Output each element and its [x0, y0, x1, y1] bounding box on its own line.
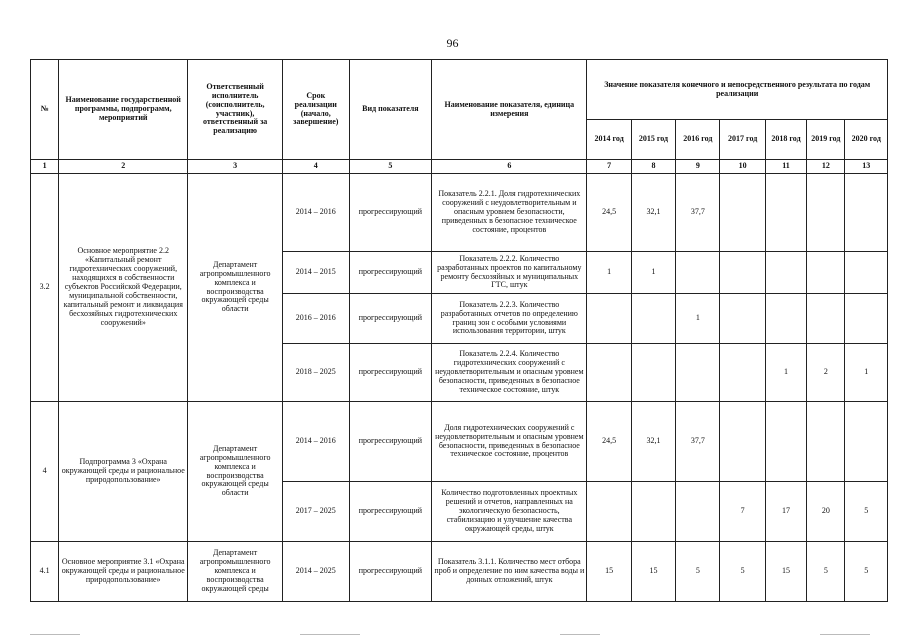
period: 2014 – 2015 [283, 252, 350, 294]
indicator-type: прогрессирующий [349, 174, 432, 252]
value-cell [587, 344, 631, 402]
header-name: Наименование государственной программы, подпрограмм, мероприятий [59, 60, 188, 160]
column-number: 4 [283, 160, 350, 174]
period: 2014 – 2025 [283, 542, 350, 602]
value-cell: 7 [720, 482, 765, 542]
indicator-name: Количество подготовленных проектных решений и отчетов, направленных на экологическую безопасность, стабилизацию и улучшение качества окружающей среды, штук [432, 482, 587, 542]
value-cell [720, 294, 765, 344]
row-number: 4.1 [31, 542, 59, 602]
divider [30, 634, 80, 635]
value-cell [765, 402, 806, 482]
value-cell: 32,1 [631, 174, 675, 252]
value-cell: 1 [676, 294, 720, 344]
value-cell [845, 402, 888, 482]
divider [560, 634, 600, 635]
value-cell: 5 [845, 542, 888, 602]
column-number: 12 [807, 160, 845, 174]
divider [820, 634, 870, 635]
table-row [31, 174, 888, 252]
table-row [31, 542, 888, 602]
row-number: 3.2 [31, 174, 59, 402]
value-cell [807, 174, 845, 252]
value-cell: 15 [765, 542, 806, 602]
value-cell: 20 [807, 482, 845, 542]
column-number: 9 [676, 160, 720, 174]
row-number: 4 [31, 402, 59, 542]
value-cell [845, 174, 888, 252]
indicator-type: прогрессирующий [349, 482, 432, 542]
header-period: Срок реализации (начало, завершение) [283, 60, 350, 160]
header-responsible: Ответственный исполнитель (соисполнитель, участник), ответственный за реализацию [188, 60, 283, 160]
column-number: 5 [349, 160, 432, 174]
indicator-type: прогрессирующий [349, 542, 432, 602]
table-row [31, 402, 888, 482]
value-cell: 2 [807, 344, 845, 402]
value-cell [676, 344, 720, 402]
value-cell [587, 294, 631, 344]
header-year: 2014 год [587, 120, 631, 160]
indicator-name: Показатель 3.1.1. Количество мест отбора проб и определение по ним качества воды и донных отложений, штук [432, 542, 587, 602]
period: 2014 – 2016 [283, 402, 350, 482]
header-values-group: Значение показателя конечного и непосредственного результата по годам реализации [587, 60, 888, 120]
value-cell [720, 252, 765, 294]
period: 2016 – 2016 [283, 294, 350, 344]
column-number: 1 [31, 160, 59, 174]
header-indicator-name: Наименование показателя, единица измерения [432, 60, 587, 160]
value-cell: 1 [845, 344, 888, 402]
value-cell [845, 252, 888, 294]
value-cell: 1 [631, 252, 675, 294]
page-footer-lines [0, 628, 905, 640]
column-numbers-row [31, 160, 888, 174]
indicator-name: Показатель 2.2.3. Количество разработанных отчетов по определению границ зон с особыми условиями использования территории, штук [432, 294, 587, 344]
value-cell [807, 402, 845, 482]
column-number: 7 [587, 160, 631, 174]
program-name: Основное мероприятие 3.1 «Охрана окружающей среды и рациональное природопользование» [59, 542, 188, 602]
value-cell: 1 [765, 344, 806, 402]
value-cell: 15 [631, 542, 675, 602]
value-cell: 17 [765, 482, 806, 542]
value-cell: 32,1 [631, 402, 675, 482]
value-cell [676, 252, 720, 294]
column-number: 6 [432, 160, 587, 174]
responsible-executor: Департамент агропромышленного комплекса и воспроизводства окружающей среды [188, 542, 283, 602]
period: 2018 – 2025 [283, 344, 350, 402]
indicator-type: прогрессирующий [349, 344, 432, 402]
indicator-type: прогрессирующий [349, 294, 432, 344]
responsible-executor: Департамент агропромышленного комплекса и воспроизводства окружающей среды области [188, 174, 283, 402]
indicator-name: Доля гидротехнических сооружений с неудовлетворительным и опасным уровнем безопасности, приведенных в безопасное техническое состояние, процентов [432, 402, 587, 482]
column-number: 13 [845, 160, 888, 174]
header-year: 2015 год [631, 120, 675, 160]
value-cell: 5 [845, 482, 888, 542]
value-cell: 37,7 [676, 174, 720, 252]
value-cell [720, 344, 765, 402]
value-cell: 1 [587, 252, 631, 294]
period: 2017 – 2025 [283, 482, 350, 542]
value-cell: 15 [587, 542, 631, 602]
value-cell: 24,5 [587, 402, 631, 482]
program-name: Основное мероприятие 2.2 «Капитальный ремонт гидротехнических сооружений, находящихся в собственности субъектов Российской Федерации, муниципальной собственности, капитальный ремонт и ликвидация бесхозяйных гидротехнических сооружений» [59, 174, 188, 402]
indicator-name: Показатель 2.2.4. Количество гидротехнических сооружений с неудовлетворительным и опасным уровнем безопасности, приведенных в безопасное техническое состояние, штук [432, 344, 587, 402]
header-num: № [31, 60, 59, 160]
program-name: Подпрограмма 3 «Охрана окружающей среды и рациональное природопользование» [59, 402, 188, 542]
column-number: 10 [720, 160, 765, 174]
column-number: 8 [631, 160, 675, 174]
column-number: 3 [188, 160, 283, 174]
column-number: 11 [765, 160, 806, 174]
value-cell [587, 482, 631, 542]
indicator-type: прогрессирующий [349, 252, 432, 294]
header-year: 2016 год [676, 120, 720, 160]
value-cell [807, 294, 845, 344]
value-cell: 5 [676, 542, 720, 602]
value-cell [765, 294, 806, 344]
header-year: 2017 год [720, 120, 765, 160]
value-cell [676, 482, 720, 542]
indicator-name: Показатель 2.2.2. Количество разработанных проектов по капитальному ремонту бесхозяйных и муниципальных ГТС, штук [432, 252, 587, 294]
responsible-executor: Департамент агропромышленного комплекса и воспроизводства окружающей среды области [188, 402, 283, 542]
value-cell [720, 402, 765, 482]
value-cell [631, 294, 675, 344]
indicator-type: прогрессирующий [349, 402, 432, 482]
divider [300, 634, 360, 635]
header-indicator-type: Вид показателя [349, 60, 432, 160]
indicators-table [30, 59, 888, 602]
value-cell [765, 174, 806, 252]
header-year: 2020 год [845, 120, 888, 160]
value-cell [845, 294, 888, 344]
value-cell [807, 252, 845, 294]
value-cell [720, 174, 765, 252]
value-cell [631, 344, 675, 402]
value-cell: 24,5 [587, 174, 631, 252]
page-number: 96 [446, 36, 459, 50]
value-cell: 37,7 [676, 402, 720, 482]
header-year: 2018 год [765, 120, 806, 160]
period: 2014 – 2016 [283, 174, 350, 252]
indicator-name: Показатель 2.2.1. Доля гидротехнических сооружений с неудовлетворительным и опасным уровнем безопасности, приведенных в безопасное техническое состояние, процентов [432, 174, 587, 252]
value-cell: 5 [807, 542, 845, 602]
column-number: 2 [59, 160, 188, 174]
value-cell [631, 482, 675, 542]
value-cell [765, 252, 806, 294]
value-cell: 5 [720, 542, 765, 602]
header-year: 2019 год [807, 120, 845, 160]
